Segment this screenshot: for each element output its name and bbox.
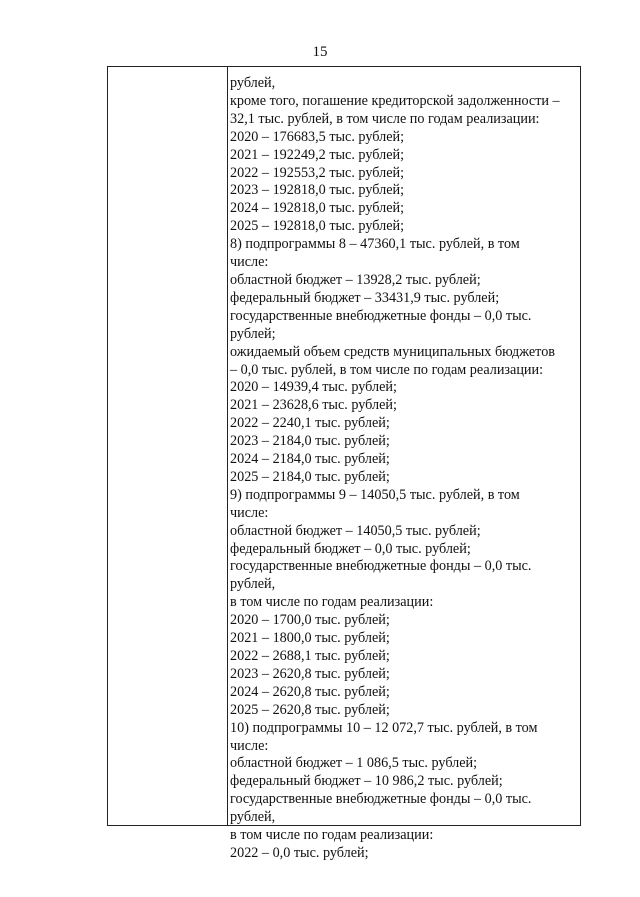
text-line: федеральный бюджет – 0,0 тыс. рублей; bbox=[230, 540, 471, 557]
text-line: числе: bbox=[230, 254, 269, 271]
text-line: 2021 – 23628,6 тыс. рублей; bbox=[230, 397, 397, 414]
text-line: 10) подпрограммы 10 – 12 072,7 тыс. рублей, в том bbox=[230, 719, 538, 736]
text-line: 2024 – 2620,8 тыс. рублей; bbox=[230, 683, 390, 700]
text-line: кроме того, погашение кредиторской задолженности – bbox=[230, 92, 560, 109]
text-line: – 0,0 тыс. рублей, в том числе по годам реализации: bbox=[230, 361, 544, 378]
text-line: 9) подпрограммы 9 – 14050,5 тыс. рублей, в том bbox=[230, 486, 520, 503]
text-line: 2023 – 2620,8 тыс. рублей; bbox=[230, 665, 390, 682]
text-line: государственные внебюджетные фонды – 0,0 тыс. bbox=[230, 307, 532, 324]
text-line: федеральный бюджет – 10 986,2 тыс. рублей; bbox=[230, 773, 503, 790]
funding-table bbox=[107, 66, 581, 861]
column-divider bbox=[227, 67, 228, 825]
text-line: 2025 – 192818,0 тыс. рублей; bbox=[230, 218, 405, 235]
text-line: рублей; bbox=[230, 325, 276, 342]
page-number: 15 bbox=[312, 44, 328, 60]
text-line: 2022 – 0,0 тыс. рублей; bbox=[230, 844, 369, 861]
text-line: государственные внебюджетные фонды – 0,0 тыс. bbox=[230, 791, 532, 808]
table-right-cell bbox=[230, 75, 580, 863]
text-line: рублей, bbox=[230, 809, 276, 826]
text-line: 2020 – 1700,0 тыс. рублей; bbox=[230, 612, 390, 629]
text-line: областной бюджет – 14050,5 тыс. рублей; bbox=[230, 522, 481, 539]
text-line: 2020 – 176683,5 тыс. рублей; bbox=[230, 128, 405, 145]
text-line: 2020 – 14939,4 тыс. рублей; bbox=[230, 379, 397, 396]
text-line: 2022 – 192553,2 тыс. рублей; bbox=[230, 164, 405, 181]
text-line: 2025 – 2184,0 тыс. рублей; bbox=[230, 468, 390, 485]
text-line: 2022 – 2240,1 тыс. рублей; bbox=[230, 415, 390, 432]
text-line: рублей, bbox=[230, 75, 276, 91]
text-line: числе: bbox=[230, 737, 269, 754]
text-line: в том числе по годам реализации: bbox=[230, 827, 434, 844]
text-line: 2025 – 2620,8 тыс. рублей; bbox=[230, 701, 390, 718]
text-line: ожидаемый объем средств муниципальных бюджетов bbox=[230, 343, 555, 360]
text-line: 2023 – 192818,0 тыс. рублей; bbox=[230, 182, 405, 199]
text-line: областной бюджет – 13928,2 тыс. рублей; bbox=[230, 271, 481, 288]
text-line: 32,1 тыс. рублей, в том числе по годам реализации: bbox=[230, 110, 540, 127]
text-line: 2021 – 1800,0 тыс. рублей; bbox=[230, 630, 390, 647]
text-line: 2023 – 2184,0 тыс. рублей; bbox=[230, 433, 390, 450]
table-left-cell bbox=[108, 67, 227, 825]
text-line: федеральный бюджет – 33431,9 тыс. рублей; bbox=[230, 289, 500, 306]
text-line: в том числе по годам реализации: bbox=[230, 594, 434, 611]
text-line: числе: bbox=[230, 504, 269, 521]
text-line: государственные внебюджетные фонды – 0,0 тыс. bbox=[230, 558, 532, 575]
text-line: областной бюджет – 1 086,5 тыс. рублей; bbox=[230, 755, 478, 772]
text-line: 2024 – 192818,0 тыс. рублей; bbox=[230, 200, 405, 217]
text-line: 2022 – 2688,1 тыс. рублей; bbox=[230, 648, 390, 664]
text-line: рублей, bbox=[230, 576, 276, 593]
text-line: 2024 – 2184,0 тыс. рублей; bbox=[230, 451, 390, 468]
text-line: 2021 – 192249,2 тыс. рублей; bbox=[230, 146, 405, 163]
text-line: 8) подпрограммы 8 – 47360,1 тыс. рублей, в том bbox=[230, 236, 520, 253]
